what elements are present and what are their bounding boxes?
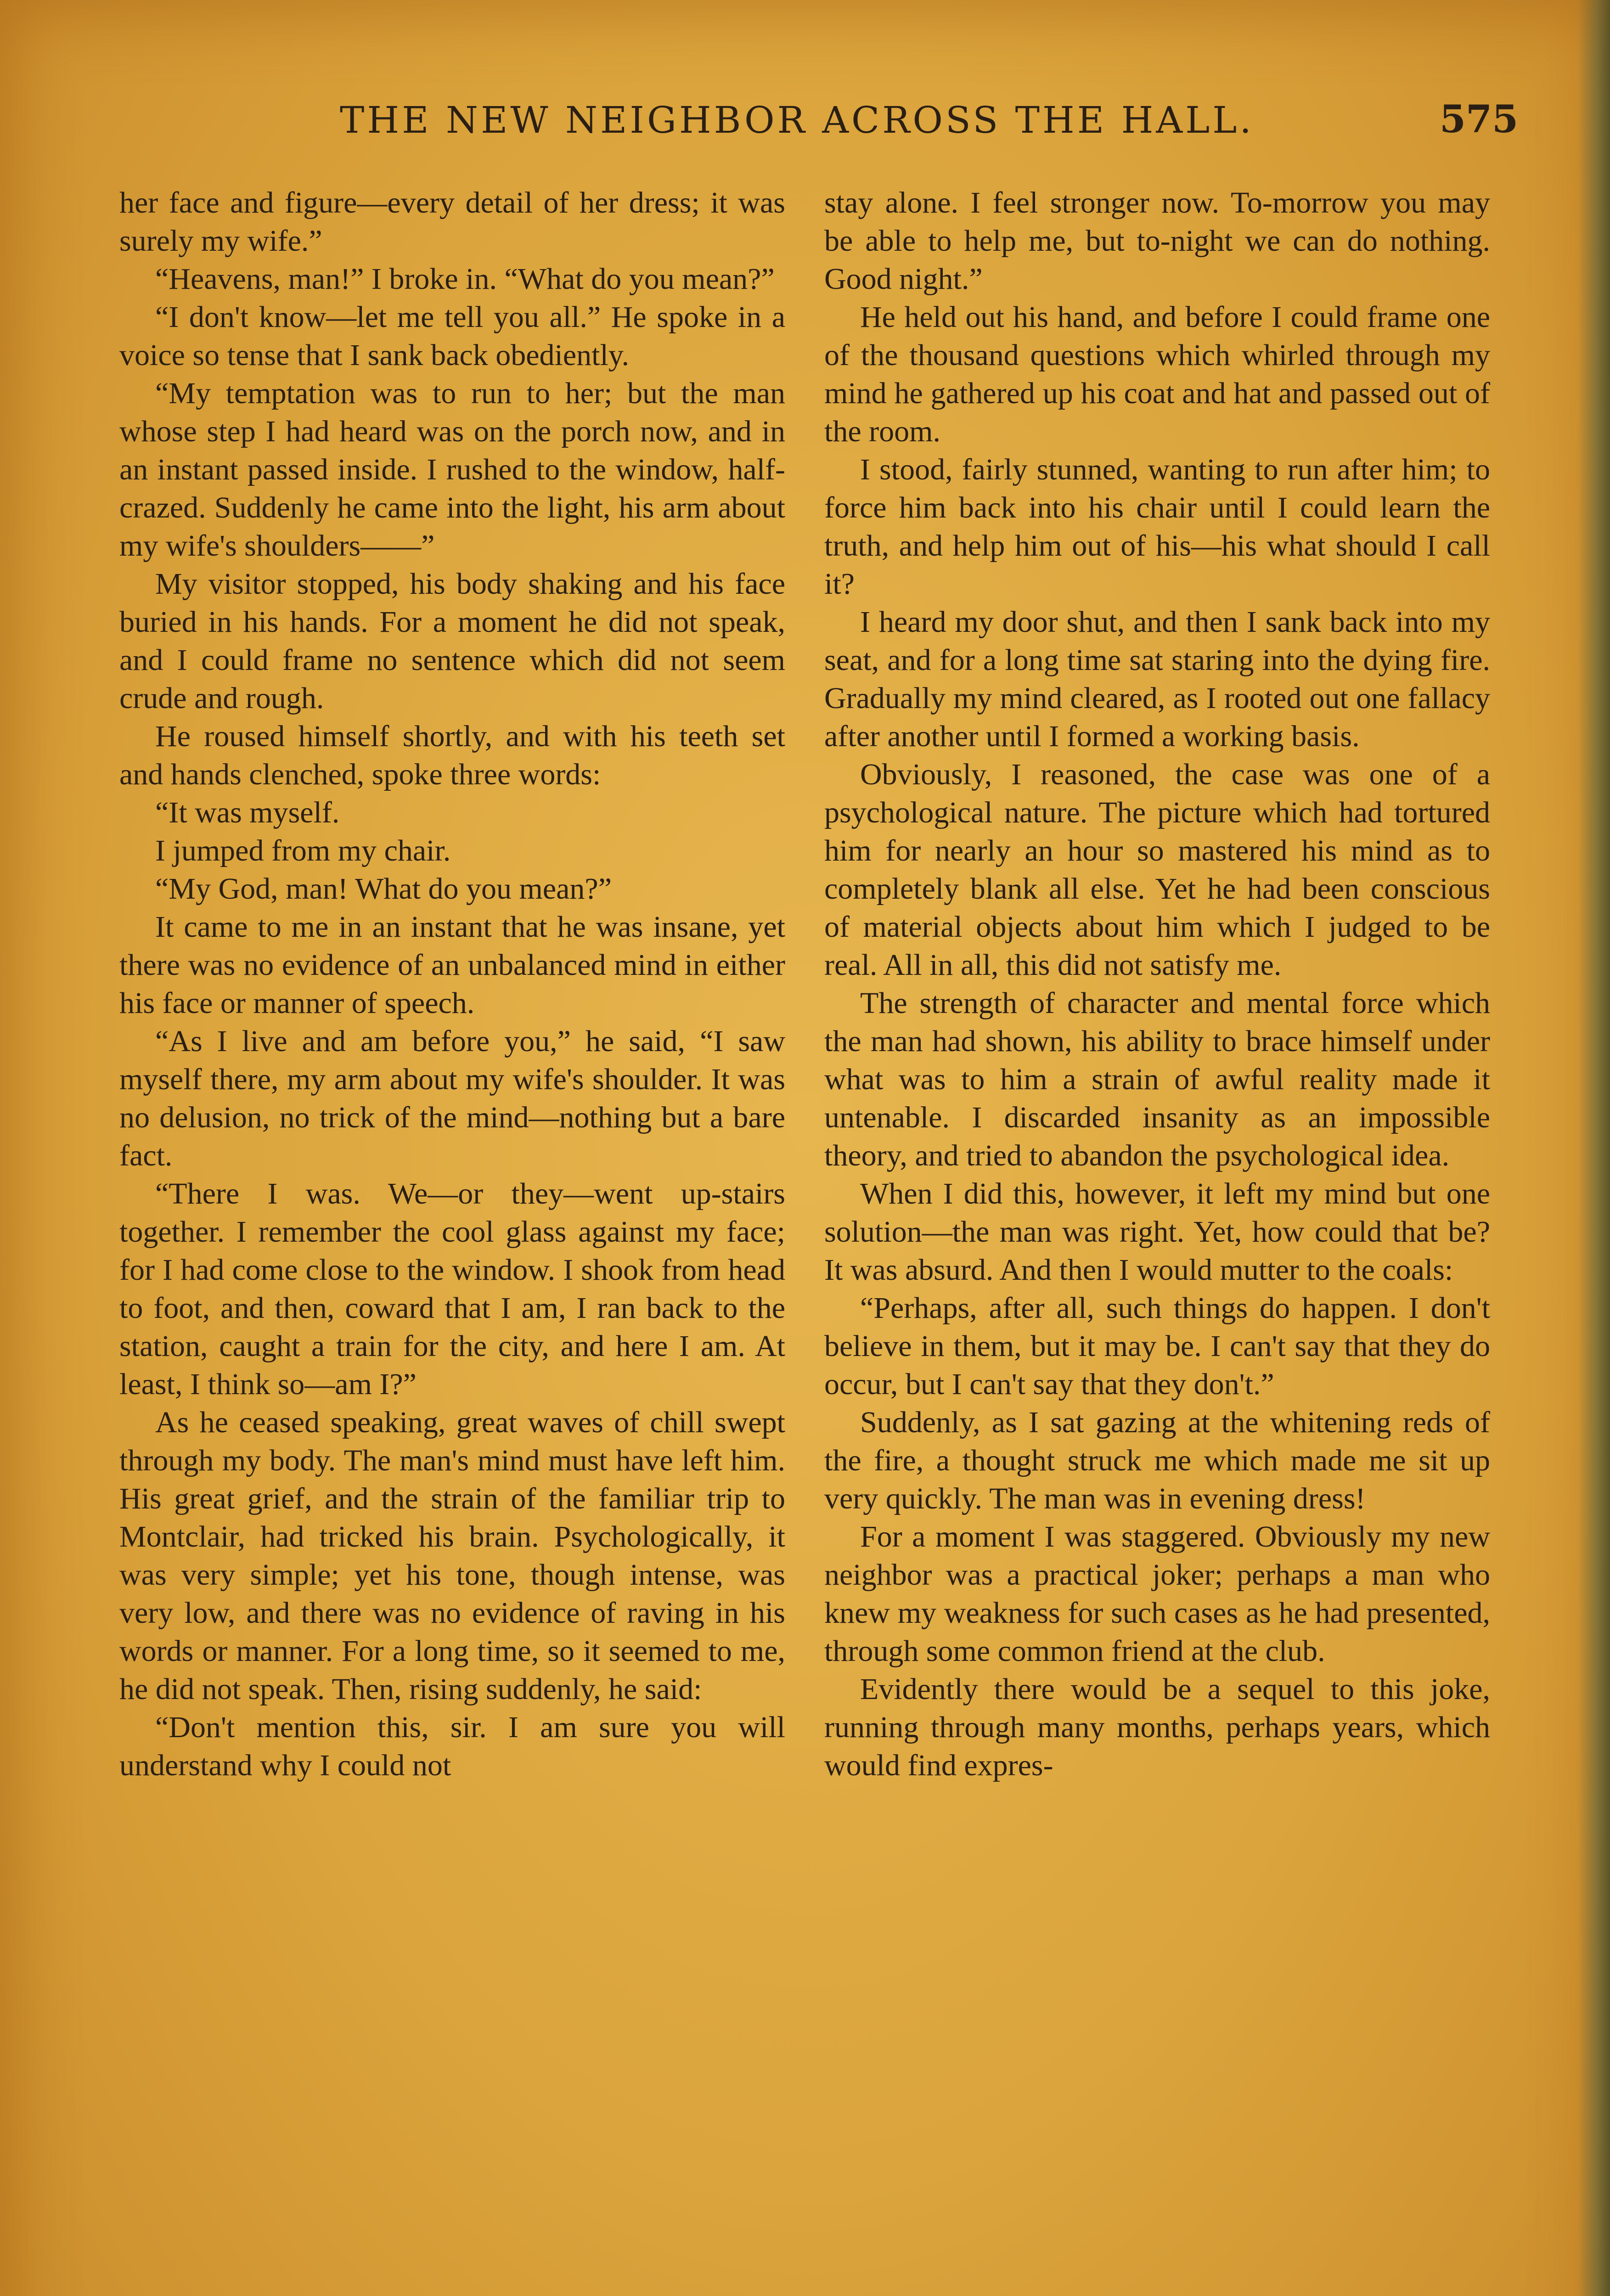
paragraph: He held out his hand, and before I could frame one of the thousand questions which whirled through my mind he gathered up his coat and hat and passed out of the room. xyxy=(824,300,1490,448)
paragraph: “Heavens, man!” I broke in. “What do you mean?” xyxy=(155,262,775,296)
paragraph: I jumped from my chair. xyxy=(155,834,451,867)
paragraph: “My God, man! What do you mean?” xyxy=(155,872,612,906)
paragraph: Suddenly, as I sat gazing at the whitening reds of the fire, a thought struck me which made me sit up very quickly. The man was in evening dress! xyxy=(824,1406,1490,1515)
paragraph: Obviously, I reasoned, the case was one of a psychological nature. The picture which had tortured him for nearly an hour so mastered his mind as to completely blank all else. Yet he had been conscious of material objects about him which I judged to be real. All in all, this did not satisfy me. xyxy=(824,758,1490,982)
paragraph: My visitor stopped, his body shaking and his face buried in his hands. For a moment he did not speak, and I could frame no sentence which did not seem crude and rough. xyxy=(119,567,785,715)
paragraph: It came to me in an instant that he was insane, yet there was no evidence of an unbalanced mind in either his face or manner of speech. xyxy=(119,910,785,1020)
page-edge-discoloration xyxy=(1578,0,1610,2296)
paragraph: The strength of character and mental force which the man had shown, his ability to brace himself under what was to him a strain of awful reality made it untenable. I discarded insanity as an impossible theory, and tried to abandon the psychological idea. xyxy=(824,986,1490,1172)
paragraph: “Don't mention this, sir. I am sure you will understand why I could not xyxy=(119,1711,785,1782)
paragraph: I stood, fairly stunned, wanting to run after him; to force him back into his chair until I could learn the truth, and help him out of his—his what should I call it? xyxy=(824,453,1490,601)
paragraph: “My temptation was to run to her; but the man whose step I had heard was on the porch now, and in an instant passed inside. I rushed to the window, half-crazed. Suddenly he came into the light, his arm about my wife's shoulders——” xyxy=(119,377,785,563)
paragraph: “I don't know—let me tell you all.” He spoke in a voice so tense that I sank back obediently. xyxy=(119,300,785,372)
paragraph: “It was myself. xyxy=(155,796,340,829)
paragraph: As he ceased speaking, great waves of chill swept through my body. The man's mind must have left him. His great grief, and the strain of the familiar trip to Montclair, had tricked his brain. Psychologically, it was very simple; yet his tone, though intense, was very low, and there was no evidence of raving in his words or manner. For a long time, so it seemed to me, he did not speak. Then, rising suddenly, he said: xyxy=(119,1406,785,1706)
paragraph: When I did this, however, it left my mind but one solution—the man was right. Yet, how could that be? It was absurd. And then I would mutter to the coals: xyxy=(824,1177,1490,1287)
left-column xyxy=(119,184,785,1784)
running-header-title: THE NEW NEIGHBOR ACROSS THE HALL. xyxy=(340,99,1254,141)
paragraph: I heard my door shut, and then I sank back into my seat, and for a long time sat staring into the dying fire. Gradually my mind cleared, as I rooted out one fallacy after another until I formed a working basis. xyxy=(824,605,1490,753)
page-number: 575 xyxy=(1440,97,1519,141)
paragraph: “As I live and am before you,” he said, “I saw myself there, my arm about my wife's shoulder. It was no delusion, no trick of the mind—nothing but a bare fact. xyxy=(119,1024,785,1172)
paragraph: her face and figure—every detail of her dress; it was surely my wife.” xyxy=(119,186,785,258)
paragraph: “Perhaps, after all, such things do happen. I don't believe in them, but it may be. I can't say that they do occur, but I can't say that they don't.” xyxy=(824,1291,1490,1401)
paragraph: Evidently there would be a sequel to this joke, running through many months, perhaps years, which would find expres- xyxy=(824,1672,1490,1782)
right-column xyxy=(824,184,1490,1784)
paragraph: “There I was. We—or they—went up-stairs together. I remember the cool glass against my face; for I had come close to the window. I shook from head to foot, and then, coward that I am, I ran back to the station, caught a train for the city, and here I am. At least, I think so—am I?” xyxy=(119,1177,785,1401)
paragraph: He roused himself shortly, and with his teeth set and hands clenched, spoke three words: xyxy=(119,720,785,791)
paragraph: For a moment I was staggered. Obviously my new neighbor was a practical joker; perhaps a man who knew my weakness for such cases as he had presented, through some common friend at the club. xyxy=(824,1520,1490,1668)
paragraph: stay alone. I feel stronger now. To-morrow you may be able to help me, but to-night we can do nothing. Good night.” xyxy=(824,186,1490,296)
